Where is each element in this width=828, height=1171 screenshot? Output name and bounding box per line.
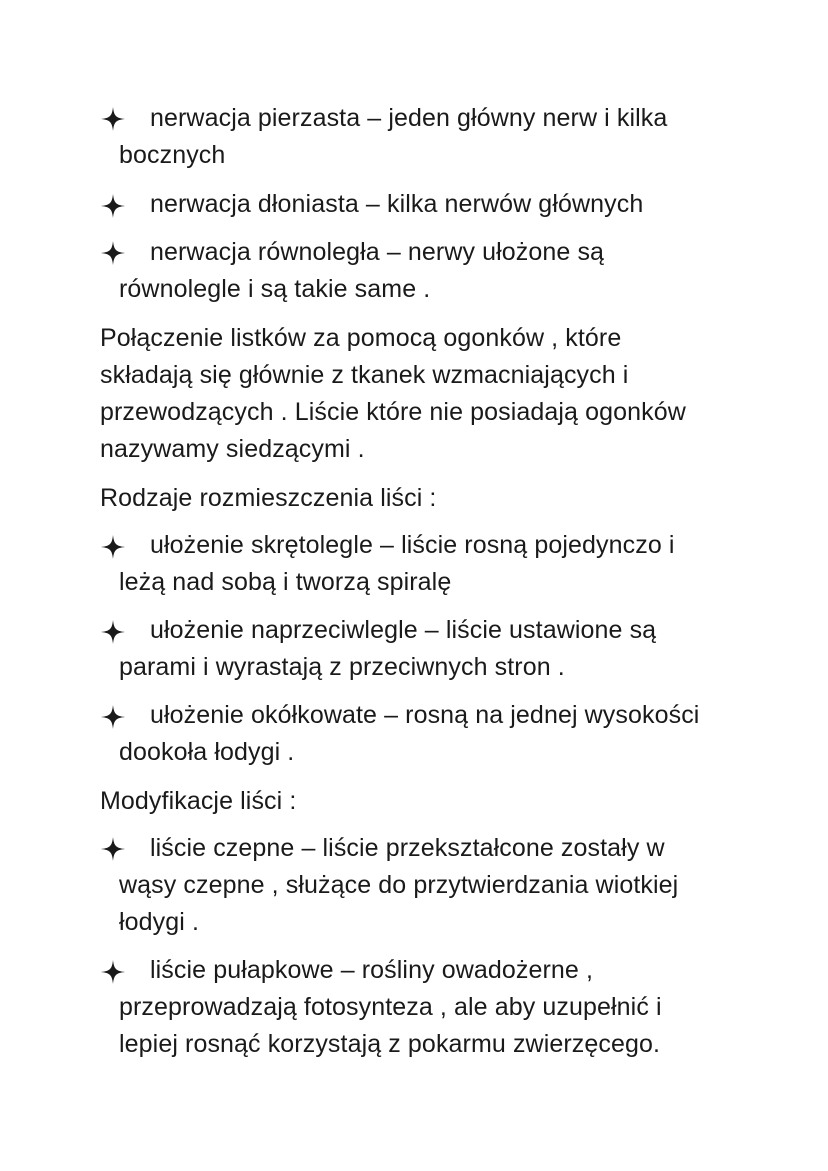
list-item-text: nerwacja równoległa – nerwy ułożone są	[150, 238, 605, 266]
list-item-text: liście pułapkowe – rośliny owadożerne ,	[150, 956, 594, 984]
list-item-text: przeprowadzają fotosynteza , ale aby uzupełnić i	[119, 993, 662, 1021]
four-point-star-icon	[100, 240, 126, 266]
four-point-star-icon	[100, 836, 126, 862]
list-item-text: bocznych	[119, 141, 226, 169]
four-point-star-icon	[100, 534, 126, 560]
four-point-star-icon	[100, 959, 126, 985]
list-item-text: lepiej rosnąć korzystają z pokarmu zwierzęcego.	[119, 1030, 661, 1058]
list-item-text: ułożenie naprzeciwlegle – liście ustawione są	[150, 616, 657, 644]
four-point-star-icon	[100, 193, 126, 219]
paragraph-line: nazywamy siedzącymi .	[100, 435, 365, 463]
list-item-text: równolegle i są takie same .	[119, 275, 431, 303]
arrangement-heading: Rodzaje rozmieszczenia liści :	[100, 484, 437, 512]
four-point-star-icon	[100, 106, 126, 132]
list-item-text: nerwacja pierzasta – jeden główny nerw i kilka	[150, 104, 668, 132]
four-point-star-icon	[100, 704, 126, 730]
list-item-text: dookoła łodygi .	[119, 738, 295, 766]
list-item-text: ułożenie okółkowate – rosną na jednej wysokości	[150, 701, 700, 729]
four-point-star-icon	[100, 619, 126, 645]
list-item-text: ułożenie skrętolegle – liście rosną pojedynczo i	[150, 531, 675, 559]
paragraph-line: Połączenie listków za pomocą ogonków , które	[100, 324, 622, 352]
paragraph-line: przewodzących . Liście które nie posiadają ogonków	[100, 398, 686, 426]
modification-heading: Modyfikacje liści :	[100, 787, 297, 815]
paragraph-line: składają się głównie z tkanek wzmacniających i	[100, 361, 629, 389]
list-item-text: parami i wyrastają z przeciwnych stron .	[119, 653, 565, 681]
list-item-text: nerwacja dłoniasta – kilka nerwów głównych	[150, 190, 644, 218]
list-item-text: wąsy czepne , służące do przytwierdzania wiotkiej	[119, 871, 679, 899]
list-item-text: leżą nad sobą i tworzą spiralę	[119, 568, 452, 596]
list-item-text: liście czepne – liście przekształcone zostały w	[150, 834, 665, 862]
list-item-text: łodygi .	[119, 908, 200, 936]
